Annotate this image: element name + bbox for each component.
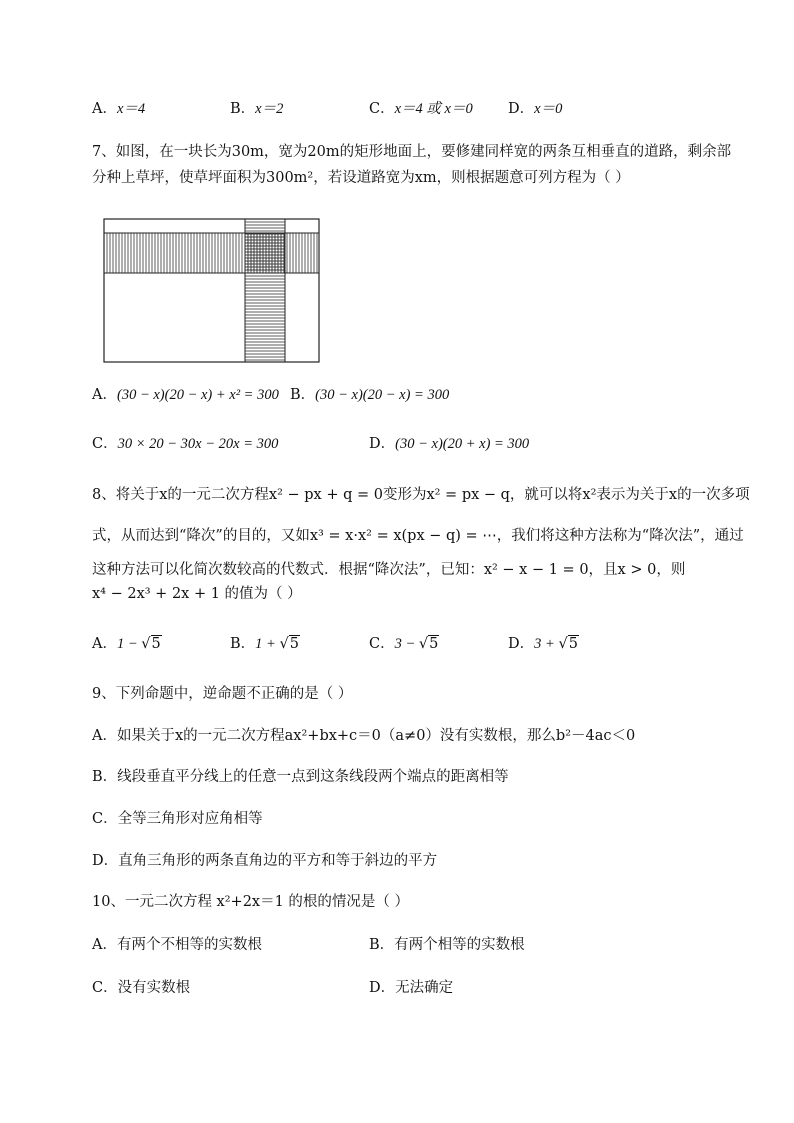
q9-option-c: C．全等三角形对应角相等 bbox=[92, 811, 263, 827]
q8-option-a: A．1 − √5 bbox=[92, 636, 161, 652]
q8-option-b: B．1 + √5 bbox=[230, 636, 299, 652]
q7-figure bbox=[100, 215, 324, 365]
q6-option-b: B．x＝2 bbox=[230, 101, 284, 117]
q7-option-d: D．(30 − x)(20 + x) = 300 bbox=[369, 436, 530, 452]
q7-option-b: B．(30 − x)(20 − x) = 300 bbox=[290, 387, 450, 403]
q9-option-b: B．线段垂直平分线上的任意一点到这条线段两个端点的距离相等 bbox=[92, 769, 509, 785]
q10-option-a: A．有两个不相等的实数根 bbox=[92, 937, 262, 953]
q10-option-b: B．有两个相等的实数根 bbox=[369, 937, 525, 953]
q6-option-c: C．x＝4 或 x＝0 bbox=[369, 101, 473, 117]
q9-option-d: D．直角三角形的两条直角边的平方和等于斜边的平方 bbox=[92, 853, 438, 869]
q7-stem-line1: 7、如图，在一块长为30m，宽为20m的矩形地面上，要修建同样宽的两条互相垂直的道路，剩余部 bbox=[92, 144, 732, 160]
q8-stem-line2: 式，从而达到“降次”的目的，又如x³ = x·x² = x(px − q) = ⋯，我们将这种方法称为“降次法”，通过 bbox=[92, 528, 744, 544]
q9-option-a: A．如果关于x的一元二次方程ax²+bx+c＝0（a≠0）没有实数根，那么b²－4ac＜0 bbox=[92, 728, 636, 744]
q8-option-d: D．3 + √5 bbox=[508, 636, 578, 652]
q10-stem: 10、一元二次方程 x²+2x＝1 的根的情况是（ ） bbox=[92, 894, 410, 910]
q7-option-a: A．(30 − x)(20 − x) + x² = 300 bbox=[92, 387, 279, 403]
q8-stem-line3: 这种方法可以化简次数较高的代数式．根据“降次法”，已知：x² − x − 1 = 0，且x > 0，则 bbox=[92, 562, 686, 578]
q7-option-c: C．30 × 20 − 30x − 20x = 300 bbox=[92, 436, 279, 452]
q8-option-c: C．3 − √5 bbox=[369, 636, 439, 652]
q9-stem: 9、下列命题中，逆命题不正确的是（ ） bbox=[92, 686, 353, 702]
q6-option-d: D．x＝0 bbox=[508, 101, 563, 117]
horizontal-road bbox=[104, 233, 319, 273]
q10-option-c: C．没有实数根 bbox=[92, 980, 191, 996]
q8-stem-line4: x⁴ − 2x³ + 2x + 1 的值为（ ） bbox=[92, 586, 302, 602]
q10-option-d: D．无法确定 bbox=[369, 980, 454, 996]
q6-option-a: A．x＝4 bbox=[92, 101, 146, 117]
q8-stem-line1: 8、将关于x的一元二次方程x² − px + q = 0变形为x² = px − q，就可以将x²表示为关于x的一次多项 bbox=[92, 487, 750, 503]
q7-stem-line2: 分种上草坪，使草坪面积为300m²，若设道路宽为xm，则根据题意可列方程为（ ） bbox=[92, 170, 630, 186]
